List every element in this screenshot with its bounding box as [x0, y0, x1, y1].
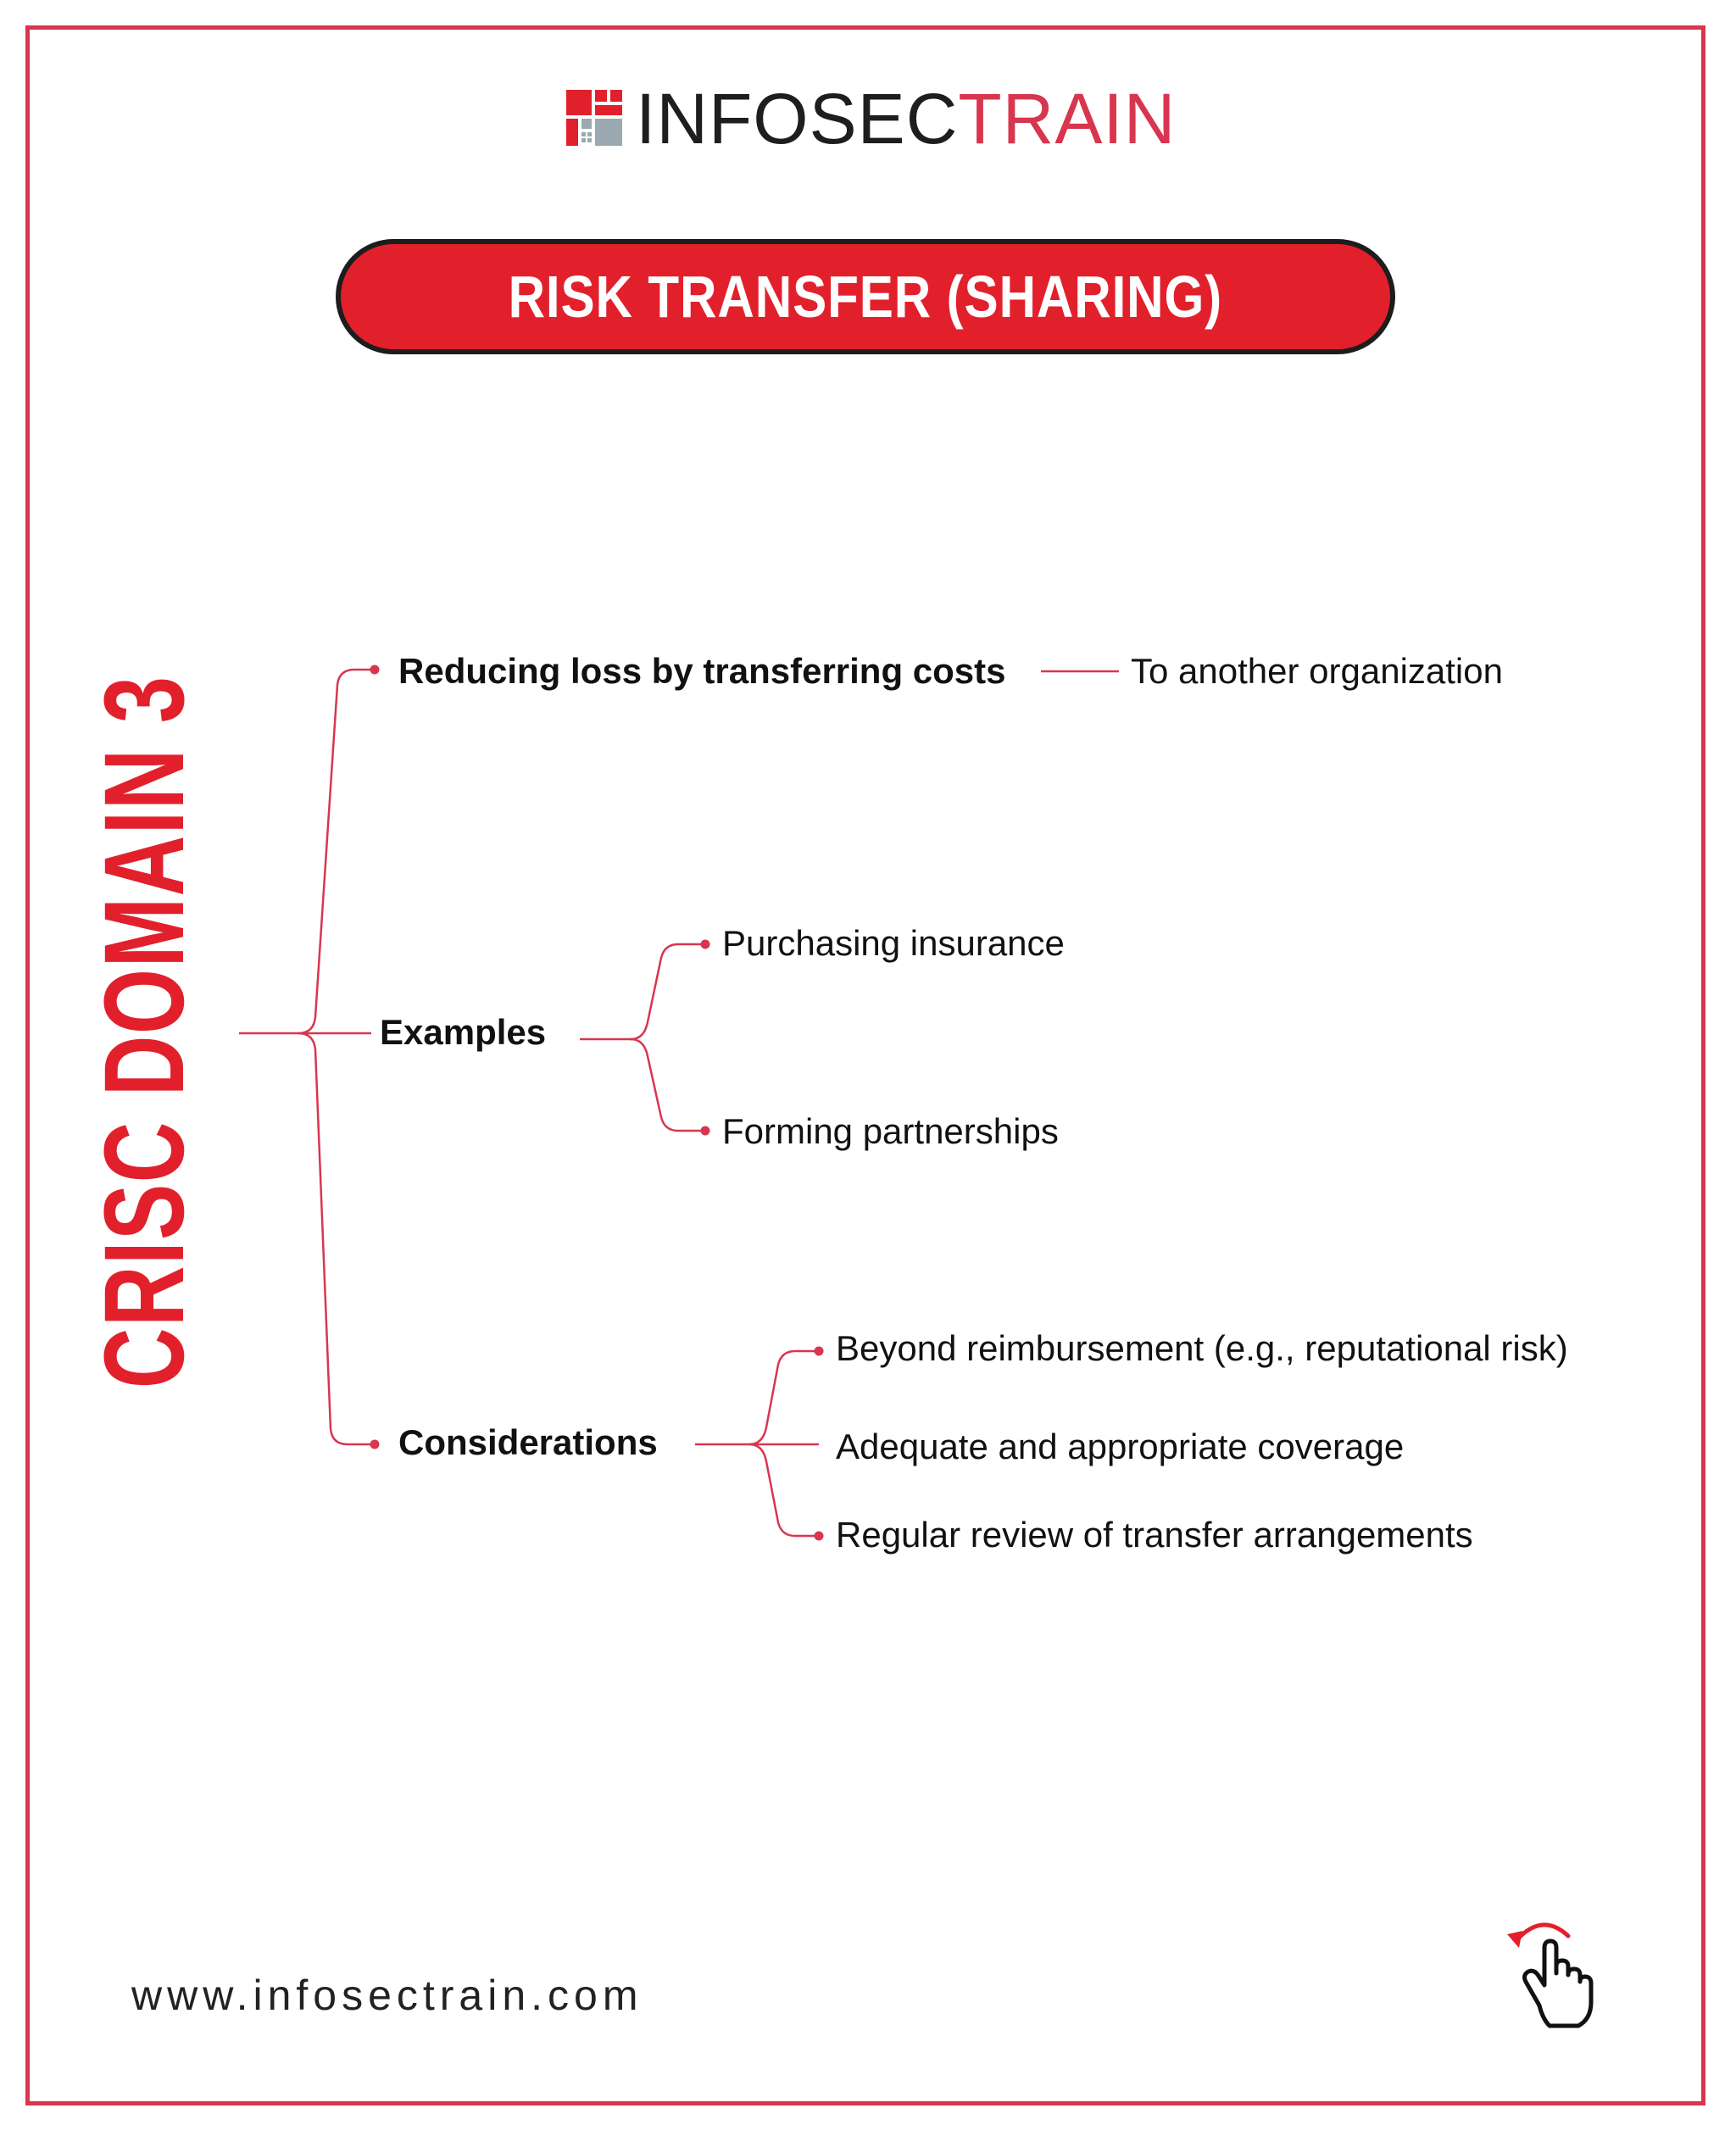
branch1-child: To another organization	[1131, 651, 1503, 691]
page-title: RISK TRANSFER (SHARING)	[508, 264, 1223, 330]
brand-name-part2: TRAIN	[958, 79, 1177, 159]
branch2-child-1: Purchasing insurance	[722, 923, 1065, 963]
footer-url[interactable]: www.infosectrain.com	[131, 1972, 643, 2019]
node-dot	[370, 665, 380, 675]
branch3-child-2: Adequate and appropriate coverage	[836, 1427, 1405, 1466]
node-dot	[701, 1126, 710, 1136]
node-dot	[815, 1347, 824, 1356]
examples-bracket-bottom	[631, 1039, 704, 1131]
node-dot	[701, 940, 710, 949]
branch2-label: Examples	[380, 1012, 547, 1052]
branch3-label: Considerations	[398, 1422, 658, 1462]
branch2-child-2: Forming partnerships	[722, 1111, 1059, 1151]
main-bracket-top	[298, 670, 373, 1033]
node-dot	[815, 1532, 824, 1541]
considerations-bracket-top	[749, 1351, 817, 1444]
tap-hand-icon	[1500, 1914, 1602, 2033]
brand-name-part1: INFOSEC	[636, 79, 959, 159]
branch3-child-1: Beyond reimbursement (e.g., reputational risk)	[836, 1328, 1568, 1368]
branch1-label: Reducing loss by transferring costs	[398, 651, 1006, 691]
considerations-bracket-bottom	[749, 1444, 817, 1536]
branch3-child-3: Regular review of transfer arrangements	[836, 1515, 1473, 1555]
node-dot	[370, 1440, 380, 1449]
examples-bracket-top	[631, 944, 704, 1039]
side-title: CRISC DOMAIN 3	[81, 675, 208, 1388]
main-bracket-bottom	[298, 1033, 373, 1444]
